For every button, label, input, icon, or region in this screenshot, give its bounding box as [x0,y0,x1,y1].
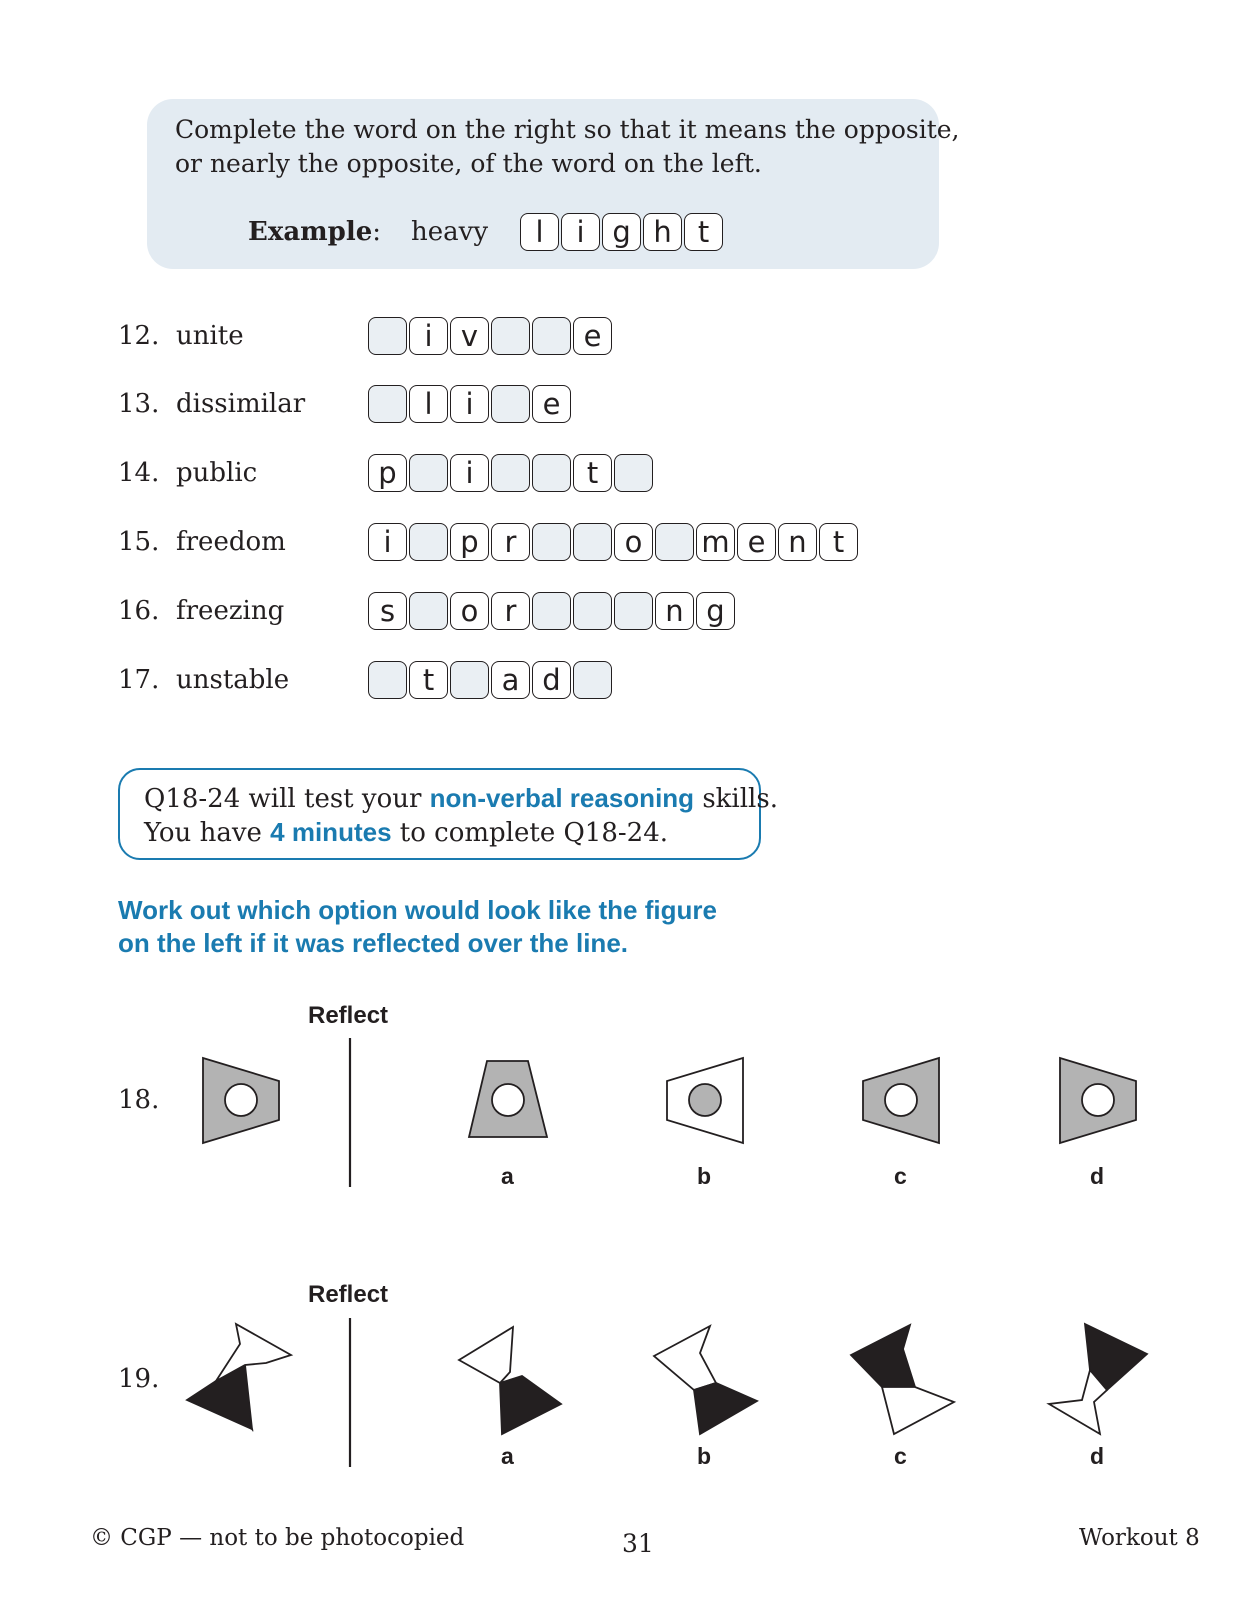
instruction-line-1: Complete the word on the right so that it means the opposite, [175,115,960,144]
option-label-a[interactable]: a [501,1163,514,1189]
question-word: public [176,458,258,488]
question-word: unstable [176,665,290,695]
question-number: 16. [118,596,160,626]
letter-box: t [819,523,858,561]
letter-box: h [643,213,682,251]
question-number: 17. [118,665,160,695]
letter-box: o [614,523,653,561]
letter-box: t [684,213,723,251]
letter-box: v [450,317,489,355]
question-word: freedom [176,527,286,557]
nvr-text-part: to complete Q18-24. [391,818,669,848]
option-label-c[interactable]: c [894,1163,907,1189]
option-label-d[interactable]: d [1090,1443,1105,1469]
letter-box: p [368,454,407,492]
example-colon: : [372,217,382,247]
option-label-b[interactable]: b [697,1163,712,1189]
question-number: 15. [118,527,160,557]
task-line-2: on the left if it was reflected over the line. [118,928,628,958]
question-word: freezing [176,596,285,626]
question-number: 14. [118,458,160,488]
letter-box: i [368,523,407,561]
letter-box: t [573,454,612,492]
letter-box: e [573,317,612,355]
task-line-1: Work out which option would look like the figure [118,895,717,925]
option-label-b[interactable]: b [697,1443,712,1469]
letter-box: r [491,592,530,630]
letter-box: a [491,661,530,699]
nvr-highlight: non-verbal reasoning [429,783,695,813]
letter-box: t [409,661,448,699]
letter-box: n [655,592,694,630]
nvr-question-number-18: 18. [118,1085,160,1115]
example-label: Example [248,217,373,247]
nvr-text-part: skills. [694,784,778,814]
letter-box: l [520,213,559,251]
nvr-question-number-19: 19. [118,1364,160,1394]
letter-box: n [778,523,817,561]
letter-box: i [450,454,489,492]
letter-box: d [532,661,571,699]
page-number: 31 [622,1529,654,1558]
q18-option-a-figure [469,1061,547,1137]
q19-option-a-figure [459,1327,561,1434]
q19-option-c-figure [851,1325,954,1434]
q19-option-b-figure [654,1326,757,1434]
letter-box: e [532,385,571,423]
letter-box: o [450,592,489,630]
letter-box: i [409,317,448,355]
letter-box: e [737,523,776,561]
question-number: 13. [118,389,160,419]
q18-source-figure [203,1058,279,1143]
example-word: heavy [411,217,489,247]
nvr-text-part: Q18-24 will test your [144,784,430,814]
nvr-highlight: 4 minutes [270,817,392,847]
letter-box: g [696,592,735,630]
q19-source-figure [187,1324,291,1429]
letter-box: r [491,523,530,561]
question-word: unite [176,321,244,351]
letter-box: i [450,385,489,423]
option-label-a[interactable]: a [501,1443,514,1469]
q18-option-b-figure [667,1058,743,1143]
footer-copyright: © CGP — not to be photocopied [90,1525,465,1551]
letter-box: m [696,523,735,561]
footer-workout: Workout 8 [1079,1525,1200,1551]
option-label-d[interactable]: d [1090,1163,1105,1189]
question-number: 12. [118,321,160,351]
question-word: dissimilar [176,389,306,419]
q18-option-d-figure [1060,1058,1136,1143]
reflect-label: Reflect [308,1002,389,1029]
letter-box: g [602,213,641,251]
letter-box: l [409,385,448,423]
letter-box: i [561,213,600,251]
letter-box: p [450,523,489,561]
instruction-line-2: or nearly the opposite, of the word on the left. [175,149,762,178]
option-label-c[interactable]: c [894,1443,907,1469]
reflect-label: Reflect [308,1281,389,1308]
q19-option-d-figure [1049,1324,1147,1434]
letter-box: s [368,592,407,630]
q18-option-c-figure [863,1058,939,1143]
nvr-text-part: You have [144,818,271,848]
